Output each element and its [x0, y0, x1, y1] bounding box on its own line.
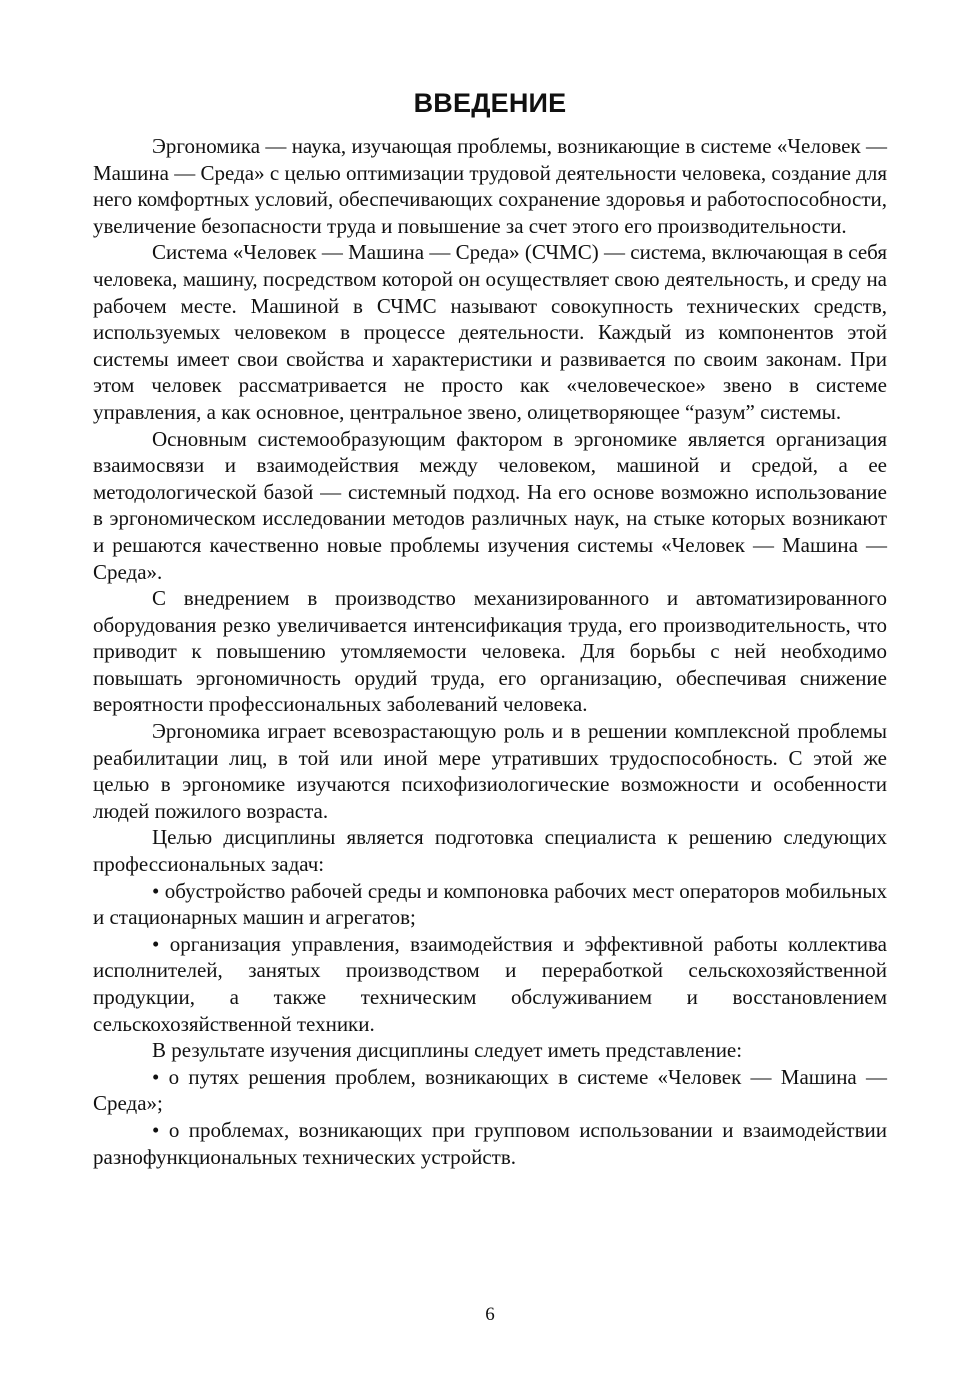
document-body: [93, 133, 887, 1170]
paragraph: Эргономика играет всевозрастающую роль и в решении комплексной проблемы реабилитации лиц, в той или иной мере утративших трудоспособность. С этой же целью в эргономике изучаются психофизиологические возможности и особенности людей пожилого возраста.: [93, 719, 887, 823]
bullet-list-item: • о путях решения проблем, возникающих в системе «Человек — Машина — Среда»;: [93, 1064, 887, 1117]
paragraph: Эргономика — наука, изучающая проблемы, возникающие в системе «Человек — Машина — Среда» с целью оптимизации трудовой деятельности человека, создание для него комфортных условий, обеспечивающих сохранение здоровья и работоспособности, увеличение безопасности труда и повышение за счет этого его производительности.: [93, 134, 887, 238]
bullet-list-item: • организация управления, взаимодействия и эффективной работы коллектива исполнителей, занятых производством и переработкой сельскохозяйственной продукции, а также техническим обслуживанием и восстановлением сельскохозяйственной техники.: [93, 931, 887, 1037]
page-number: 6: [485, 1304, 495, 1325]
page-title: ВВЕДЕНИЕ: [413, 88, 567, 118]
paragraph: Система «Человек — Машина — Среда» (СЧМС) — система, включающая в себя человека, машину, посредством которой он осуществляет свою деятельность, и среду на рабочем месте. Машиной в СЧМС называют совокупность технических средств, используемых человеком в процессе деятельности. Каждый из компонентов этой системы имеет свои свойства и характеристики и развивается по своим законам. При этом человек рассматривается не просто как «человеческое» звено в системе управления, а как основное, центральное звено, олицетворяющее “разум” системы.: [93, 240, 887, 424]
paragraph: С внедрением в производство механизированного и автоматизированного оборудования резко увеличивается интенсификация труда, его производительность, что приводит к повышению утомляемости человека. Для борьбы с ней необходимо повышать эргономичность орудий труда, его организацию, обеспечивая снижение вероятности профессиональных заболеваний человека.: [93, 586, 887, 717]
document-page: [93, 88, 887, 1170]
paragraph: Целью дисциплины является подготовка специалиста к решению следующих профессиональных задач:: [93, 825, 887, 877]
paragraph: Основным системообразующим фактором в эргономике является организация взаимосвязи и взаимодействия между человеком, машиной и средой, а ее методологической базой — системный подход. На его основе возможно использование в эргономическом исследовании методов различных наук, на стыке которых возникают и решаются качественно новые проблемы изучения системы «Человек — Машина — Среда».: [93, 426, 887, 584]
bullet-list-item: • обустройство рабочей среды и компоновка рабочих мест операторов мобильных и стационарных машин и агрегатов;: [93, 878, 887, 931]
bullet-list-item: • о проблемах, возникающих при групповом использовании и взаимодействии разнофункциональных технических устройств.: [93, 1117, 887, 1170]
paragraph: В результате изучения дисциплины следует иметь представление:: [152, 1038, 743, 1063]
